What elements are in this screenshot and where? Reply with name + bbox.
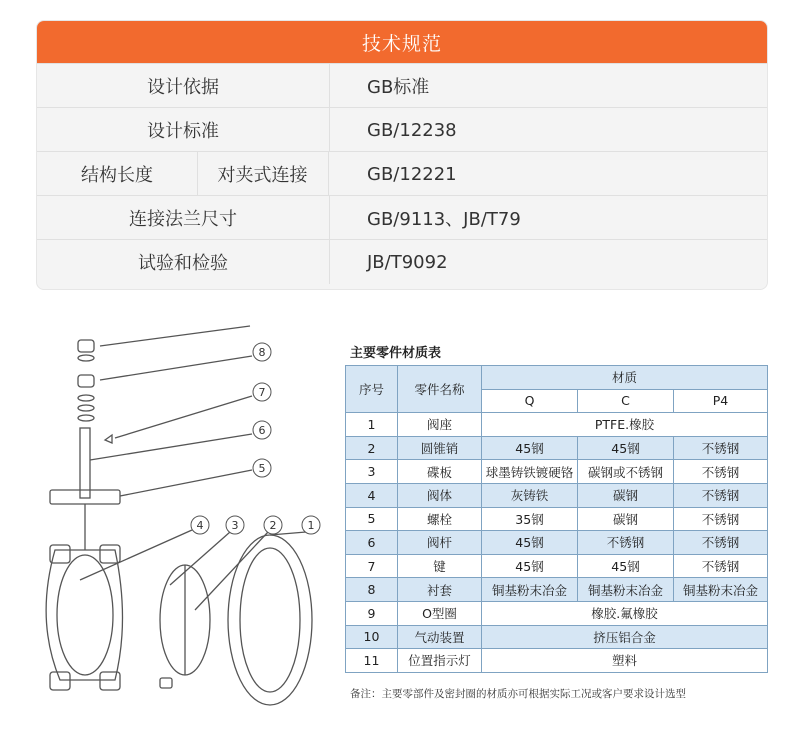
row-no: 11 [346, 649, 398, 673]
row-c: 45钢 [578, 436, 674, 460]
row-name: 螺栓 [398, 507, 482, 531]
row-material: 橡胶.氟橡胶 [482, 601, 768, 625]
row-q: 35钢 [482, 507, 578, 531]
row-name: 碟板 [398, 460, 482, 484]
row-c: 碳钢 [578, 483, 674, 507]
row-p4: 不锈钢 [674, 531, 768, 555]
row-q: 45钢 [482, 531, 578, 555]
row-p4: 不锈钢 [674, 483, 768, 507]
header-c: C [578, 389, 674, 413]
row-c: 不锈钢 [578, 531, 674, 555]
body-bore-part [57, 555, 113, 675]
top-flange-part [50, 490, 120, 504]
row-material: 塑料 [482, 649, 768, 673]
row-q: 铜基粉末冶金 [482, 578, 578, 602]
spec-sublabel: 对夹式连接 [197, 152, 329, 196]
row-c: 碳钢或不锈钢 [578, 460, 674, 484]
row-no: 9 [346, 601, 398, 625]
callout-label: 8 [258, 346, 266, 359]
o-ring-part [78, 415, 94, 421]
row-c: 铜基粉末冶金 [578, 578, 674, 602]
table-row [346, 601, 768, 625]
spec-label: 结构长度 [37, 152, 198, 196]
callout-label: 5 [258, 462, 266, 475]
row-q: 45钢 [482, 436, 578, 460]
key-part [105, 435, 112, 443]
row-name: 键 [398, 554, 482, 578]
spec-row [37, 195, 767, 240]
header-p4: P4 [674, 389, 768, 413]
table-row [346, 531, 768, 555]
table-row [346, 413, 768, 437]
row-name: 位置指示灯 [398, 649, 482, 673]
o-ring-part [78, 395, 94, 401]
stem-part [80, 428, 90, 498]
spec-row [37, 107, 767, 152]
o-ring-part [78, 355, 94, 361]
header-name: 零件名称 [398, 366, 482, 413]
valve-exploded-diagram [30, 320, 330, 720]
row-no: 6 [346, 531, 398, 555]
row-name: O型圈 [398, 601, 482, 625]
row-material: 挤压铝合金 [482, 625, 768, 649]
callout-label: 7 [258, 386, 266, 399]
table-row [346, 483, 768, 507]
spec-label: 连接法兰尺寸 [37, 196, 330, 240]
row-no: 7 [346, 554, 398, 578]
header-material: 材质 [482, 366, 768, 390]
row-no: 2 [346, 436, 398, 460]
callout-label: 1 [307, 519, 315, 532]
spec-value: GB标准 [367, 77, 430, 98]
spec-label: 试验和检验 [37, 240, 330, 284]
spec-value: GB/9113、JB/T79 [367, 209, 521, 230]
spec-value: GB/12238 [367, 119, 457, 141]
spec-row [37, 239, 767, 284]
callout-label: 3 [231, 519, 239, 532]
spec-label: 设计标准 [37, 108, 330, 152]
row-name: 阀体 [398, 483, 482, 507]
row-q: 灰铸铁 [482, 483, 578, 507]
row-c: 45钢 [578, 554, 674, 578]
table-row [346, 436, 768, 460]
row-material: PTFE.橡胶 [482, 413, 768, 437]
callout-label: 6 [258, 424, 266, 437]
row-p4: 不锈钢 [674, 436, 768, 460]
spec-value: GB/12221 [367, 163, 457, 185]
row-no: 8 [346, 578, 398, 602]
materials-note: 备注：主要零部件及密封圈的材质亦可根据实际工况或客户要求设计选型 [350, 688, 686, 700]
table-row [346, 625, 768, 649]
spec-label: 设计依据 [37, 64, 330, 108]
table-row [346, 578, 768, 602]
table-row [346, 649, 768, 673]
row-no: 10 [346, 625, 398, 649]
table-row [346, 460, 768, 484]
o-ring-part [78, 405, 94, 411]
table-row [346, 507, 768, 531]
row-c: 碳钢 [578, 507, 674, 531]
spec-title: 技术规范 [37, 21, 767, 63]
pin-part [160, 678, 172, 688]
header-no: 序号 [346, 366, 398, 413]
row-q: 球墨铸铁镀硬铬 [482, 460, 578, 484]
callout-label: 4 [196, 519, 204, 532]
spec-value: JB/T9092 [367, 251, 448, 273]
spec-table [36, 20, 768, 290]
row-p4: 不锈钢 [674, 554, 768, 578]
row-name: 阀杆 [398, 531, 482, 555]
row-no: 4 [346, 483, 398, 507]
row-no: 5 [346, 507, 398, 531]
row-name: 圆锥销 [398, 436, 482, 460]
header-q: Q [482, 389, 578, 413]
row-q: 45钢 [482, 554, 578, 578]
row-no: 3 [346, 460, 398, 484]
spec-row [37, 63, 767, 108]
bushing-part [78, 375, 94, 387]
materials-title: 主要零件材质表 [350, 346, 442, 361]
row-no: 1 [346, 413, 398, 437]
row-name: 阀座 [398, 413, 482, 437]
materials-table [345, 365, 768, 673]
table-row [346, 554, 768, 578]
spec-row [37, 151, 767, 196]
row-name: 衬套 [398, 578, 482, 602]
row-name: 气动装置 [398, 625, 482, 649]
bushing-part [78, 340, 94, 352]
callout-label: 2 [269, 519, 277, 532]
row-p4: 不锈钢 [674, 507, 768, 531]
row-p4: 不锈钢 [674, 460, 768, 484]
row-p4: 铜基粉末冶金 [674, 578, 768, 602]
